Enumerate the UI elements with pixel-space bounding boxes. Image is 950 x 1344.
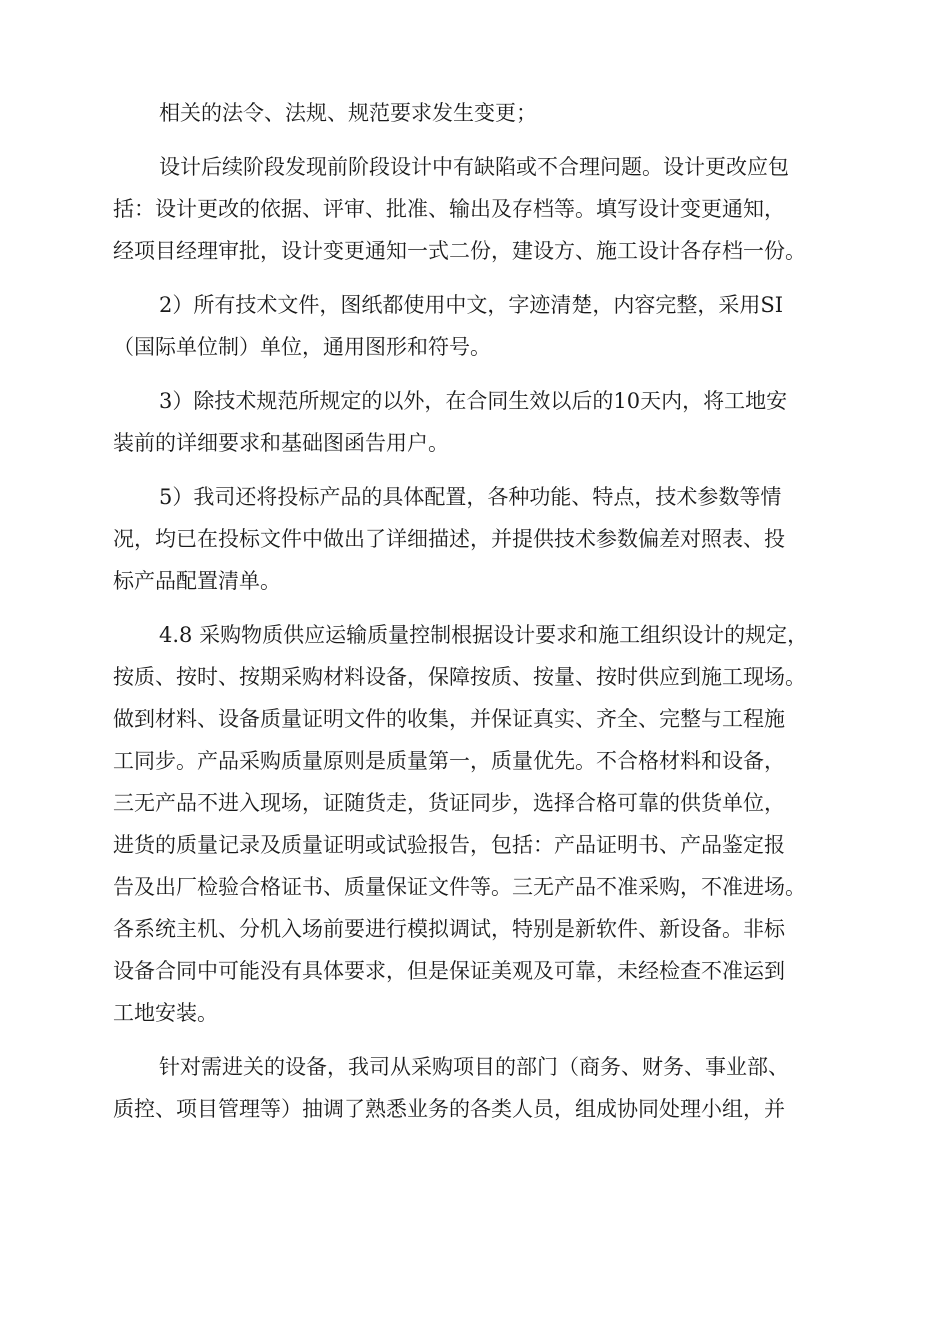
text-line: 设备合同中可能没有具体要求，但是保证美观及可靠，未经检查不准运到 [113, 959, 785, 983]
text-line: 按质、按时、按期采购材料设备，保障按质、按量、按时供应到施工现场。 [113, 665, 806, 689]
text-line: 标产品配置清单。 [113, 569, 281, 593]
text-line: 做到材料、设备质量证明文件的收集，并保证真实、齐全、完整与工程施 [113, 707, 785, 731]
text-line: 括：设计更改的依据、评审、批准、输出及存档等。填写设计变更通知， [113, 197, 785, 221]
text-line: 5）我司还将投标产品的具体配置，各种功能、特点，技术参数等情 [159, 485, 782, 509]
text-line: 3）除技术规范所规定的以外，在合同生效以后的10天内，将工地安 [159, 389, 788, 413]
text-line: 设计后续阶段发现前阶段设计中有缺陷或不合理问题。设计更改应包 [159, 155, 789, 179]
text-line: 经项目经理审批，设计变更通知一式二份，建设方、施工设计各存档一份。 [113, 239, 806, 263]
paragraph-customs-equipment [113, 1046, 853, 1130]
text-line: 2）所有技术文件，图纸都使用中文，字迹清楚，内容完整，采用SI [159, 293, 784, 317]
text-line: 质控、项目管理等）抽调了熟悉业务的各类人员，组成协同处理小组，并 [113, 1097, 785, 1121]
text-line: 工同步。产品采购质量原则是质量第一，质量优先。不合格材料和设备， [113, 749, 785, 773]
text-line: 工地安装。 [113, 1001, 218, 1025]
text-line: 况，均已在投标文件中做出了详细描述，并提供技术参数偏差对照表、投 [113, 527, 785, 551]
paragraph-regulation-change [113, 92, 853, 134]
text-line: 装前的详细要求和基础图函告用户。 [113, 431, 449, 455]
text-line: 各系统主机、分机入场前要进行模拟调试，特别是新软件、新设备。非标 [113, 917, 785, 941]
text-line: 针对需进关的设备，我司从采购项目的部门（商务、财务、事业部、 [159, 1055, 789, 1079]
paragraph-design-change [113, 146, 853, 272]
text-line: 告及出厂检验合格证书、质量保证文件等。三无产品不准采购，不准进场。 [113, 875, 806, 899]
text-line: 三无产品不进入现场，证随货走，货证同步，选择合格可靠的供货单位， [113, 791, 785, 815]
text-line: 4.8 采购物质供应运输质量控制根据设计要求和施工组织设计的规定， [159, 623, 809, 647]
text-line: （国际单位制）单位，通用图形和符号。 [113, 335, 491, 359]
text-line: 进货的质量记录及质量证明或试验报告，包括：产品证明书、产品鉴定报 [113, 833, 785, 857]
paragraph-item-5 [113, 476, 853, 602]
document-body [113, 92, 853, 1142]
paragraph-section-4-8 [113, 614, 853, 1034]
text-line: 相关的法令、法规、规范要求发生变更； [159, 101, 537, 125]
paragraph-item-2 [113, 284, 853, 368]
paragraph-item-3 [113, 380, 853, 464]
